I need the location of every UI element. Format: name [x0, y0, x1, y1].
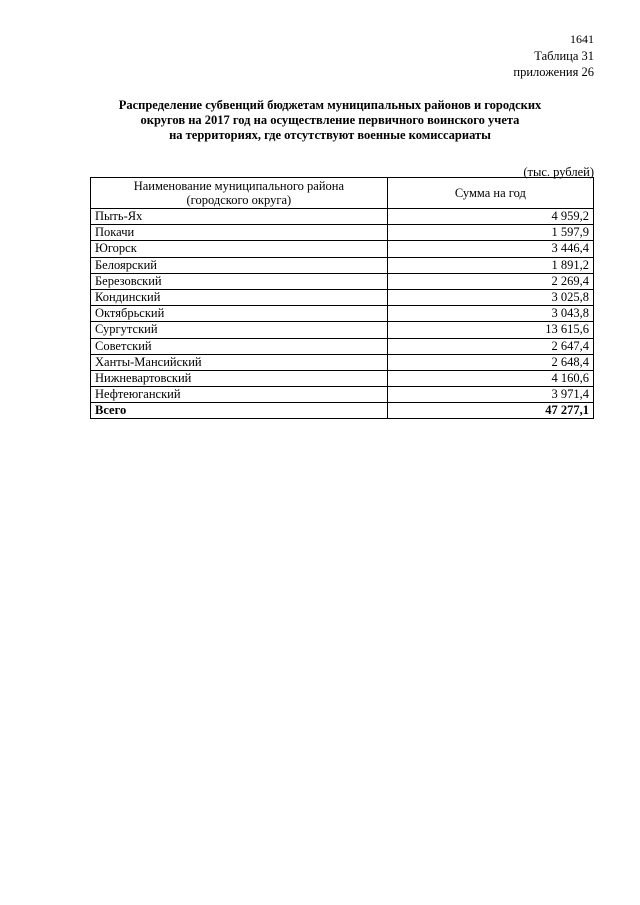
total-sum: 47 277,1 [387, 403, 593, 419]
table-row [91, 273, 594, 289]
table-row [91, 354, 594, 370]
table-reference [513, 48, 594, 80]
municipality-name: Покачи [91, 225, 388, 241]
municipality-name: Сургутский [91, 322, 388, 338]
annual-sum: 2 647,4 [387, 338, 593, 354]
annual-sum: 1 891,2 [387, 257, 593, 273]
table-number: Таблица 31 [534, 49, 594, 63]
total-label: Всего [91, 403, 388, 419]
title-line-1: Распределение субвенций бюджетам муниципальных районов и городских [118, 98, 542, 112]
table-row [91, 306, 594, 322]
header-municipality-line-1: Наименование муниципального района [133, 179, 344, 193]
table-row [91, 322, 594, 338]
table-row [91, 241, 594, 257]
subvention-table [90, 177, 594, 419]
municipality-name: Белоярский [91, 257, 388, 273]
annual-sum: 4 959,2 [387, 209, 593, 225]
header-annual-sum: Сумма на год [387, 178, 593, 209]
municipality-name: Ханты-Мансийский [91, 354, 388, 370]
header-municipality-line-2: (городского округа) [186, 193, 292, 207]
municipality-name: Нижневартовский [91, 370, 388, 386]
header-municipality [91, 178, 388, 209]
annual-sum: 4 160,6 [387, 370, 593, 386]
title-line-3: на территориях, где отсутствуют военные комиссариаты [169, 128, 491, 142]
annual-sum: 3 971,4 [387, 387, 593, 403]
municipality-name: Березовский [91, 273, 388, 289]
table-row [91, 370, 594, 386]
municipality-name: Кондинский [91, 289, 388, 305]
municipality-name: Пыть-Ях [91, 209, 388, 225]
annual-sum: 1 597,9 [387, 225, 593, 241]
table-row [91, 225, 594, 241]
table-body [91, 209, 594, 419]
document-title [80, 98, 580, 143]
annual-sum: 2 648,4 [387, 354, 593, 370]
table-row [91, 387, 594, 403]
annual-sum: 3 025,8 [387, 289, 593, 305]
units-label: (тыс. рублей) [523, 165, 594, 179]
appendix-number: приложения 26 [513, 65, 594, 79]
table-row [91, 209, 594, 225]
municipality-name: Советский [91, 338, 388, 354]
annual-sum: 3 043,8 [387, 306, 593, 322]
title-line-2: округов на 2017 год на осуществление первичного воинского учета [140, 113, 520, 127]
municipality-name: Югорск [91, 241, 388, 257]
municipality-name: Октябрьский [91, 306, 388, 322]
total-row [91, 403, 594, 419]
annual-sum: 2 269,4 [387, 273, 593, 289]
table-header-row [91, 178, 594, 209]
annual-sum: 3 446,4 [387, 241, 593, 257]
page-number: 1641 [570, 32, 594, 46]
municipality-name: Нефтеюганский [91, 387, 388, 403]
table-row [91, 338, 594, 354]
annual-sum: 13 615,6 [387, 322, 593, 338]
table-row [91, 289, 594, 305]
table-row [91, 257, 594, 273]
